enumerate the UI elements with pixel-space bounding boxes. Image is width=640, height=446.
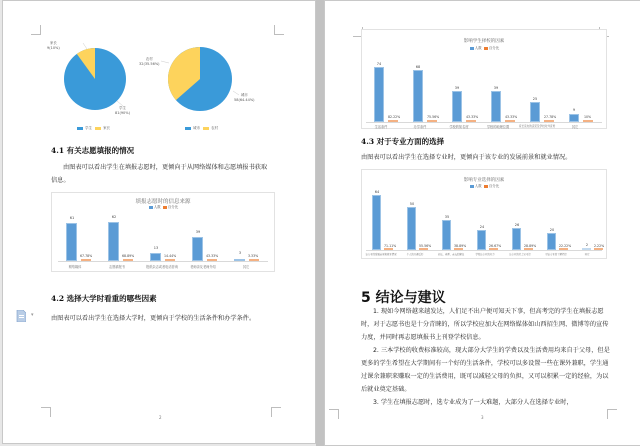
bar-percent xyxy=(489,248,498,250)
page-number: 3 xyxy=(481,415,484,420)
conclusion-item-1[interactable]: 1. 现如今网络越来越发达，人们足不出户便可知天下事，但高考完的学生在填报志愿时，对于志愿书也是十分青睐的，所以学校应加大在网络媒体如山西招生网、微博等的宣传力度，并同时再志愿填报书上刊登学校信息。 xyxy=(361,308,609,341)
bar-percent xyxy=(207,259,217,261)
page-2 xyxy=(2,0,316,444)
bar-percent xyxy=(384,248,393,250)
legend-rural: 农村 xyxy=(211,126,219,130)
category-label: 其它 xyxy=(242,265,250,269)
category-label: 家长、老师、亲友的建议 xyxy=(437,253,465,256)
crop-mark xyxy=(41,407,51,417)
bar-percent-label: 38.89% xyxy=(454,244,467,248)
bar-percent xyxy=(427,120,437,122)
category-label: 其它 xyxy=(584,253,590,256)
bar xyxy=(407,207,416,250)
conclusion-item-2[interactable]: 2. 三本学校的收费标准较高，现大部分大学生的学费以及生活费用均来自于父母，但是更多的学生希望在大学期间有一个好的生活条件，学校可以多设置一些在课外兼职，学生通过课余兼职来赚取一定的生活费用，既可以减轻父母的负担，又可以积累一定的经验，为以后就业奠定基础。 xyxy=(361,347,610,393)
bar xyxy=(413,70,423,122)
bar xyxy=(150,253,161,261)
pie-chart-graphic xyxy=(139,19,269,139)
conclusion-item-3[interactable]: 3. 学生在填报志愿时，选专业成为了一大难题，大部分人在选择专业时， xyxy=(373,399,573,406)
bar-percent xyxy=(505,120,515,122)
chart-legend xyxy=(362,184,606,189)
bar xyxy=(477,230,486,250)
bar-value: 20 xyxy=(549,228,555,232)
bar xyxy=(66,223,77,261)
crop-mark xyxy=(31,25,41,35)
bar-percent xyxy=(559,248,568,250)
bar-value: 24 xyxy=(479,225,485,229)
bar-percent-label: 14.44% xyxy=(164,254,177,258)
bar xyxy=(512,228,521,250)
chart-legend xyxy=(52,205,274,210)
bar-percent-label: 43.33% xyxy=(505,115,518,119)
bar xyxy=(569,114,579,122)
bar-chart-major-factors xyxy=(361,169,607,259)
bar-percent-label: 27.78% xyxy=(544,115,557,119)
bar-value: 2 xyxy=(585,243,589,247)
pie-value-parent: 9(10%) xyxy=(47,46,60,50)
bar-percent xyxy=(594,248,603,250)
paste-options-icon[interactable] xyxy=(16,310,26,322)
bar-value: 3 xyxy=(238,251,242,255)
legend-city: 城市 xyxy=(193,126,200,130)
category-label: 学校的地理位置 xyxy=(486,125,510,129)
section-paragraph-4-3[interactable]: 由图表可以看出学生在选择专业时，更倾向于该专业的发展前景和就业情况。 xyxy=(361,154,572,161)
bar-percent-label: 82.22% xyxy=(388,115,401,119)
bar-value: 39 xyxy=(493,86,499,90)
category-label: 学校的知名度 xyxy=(449,125,469,129)
category-label: 报纸杂志或者电话咨询 xyxy=(146,265,178,269)
pie-label-city: 城市 xyxy=(240,93,248,97)
bar xyxy=(374,67,384,122)
bar-percent-label: 71.11% xyxy=(384,244,397,248)
bar-percent xyxy=(81,259,91,261)
bar-value: 9 xyxy=(572,108,576,112)
paste-options-dropdown-icon[interactable]: ▾ xyxy=(31,312,34,318)
bar-chart-info-source xyxy=(51,192,275,272)
bar-percent-label: 67.78% xyxy=(80,254,93,258)
bar-percent xyxy=(165,259,175,261)
bar-value: 50 xyxy=(409,202,415,206)
pie-value-rural: 32(35.56%) xyxy=(139,62,160,66)
bar-percent xyxy=(524,248,533,250)
bar xyxy=(108,222,119,261)
bar-percent xyxy=(123,259,133,261)
bar-value: 62 xyxy=(111,215,117,219)
bar-value: 68 xyxy=(415,65,421,69)
bar-value: 35 xyxy=(444,215,450,219)
category-label: 网络媒体 xyxy=(68,265,82,269)
section-heading-4-2: 4.2 选择大学时看重的哪些因素 xyxy=(51,294,157,303)
bar-percent-label: 43.33% xyxy=(466,115,479,119)
category-label: 该专业的发展前景和就业情况 xyxy=(365,253,397,256)
bar xyxy=(491,91,501,122)
bar-value: 61 xyxy=(69,216,75,220)
legend-percent: 百分比 xyxy=(488,184,500,188)
category-label: 生活条件 xyxy=(374,125,388,129)
bar-percent-label: 28.89% xyxy=(524,244,537,248)
bar xyxy=(530,102,540,122)
pie-label-rural: 农村 xyxy=(145,57,153,61)
bar-value: 26 xyxy=(514,223,520,227)
bar-chart-school-factors xyxy=(361,29,607,129)
legend-percent: 百分比 xyxy=(488,46,500,50)
bar-percent-label: 55.56% xyxy=(419,244,432,248)
section-heading-4-1: 4.1 有关志愿填报的情况 xyxy=(51,146,135,155)
bar xyxy=(547,233,556,250)
pie-chart-city-rural xyxy=(139,19,269,139)
bar xyxy=(372,195,381,250)
page-3 xyxy=(324,0,640,446)
bar-percent xyxy=(544,120,554,122)
bar-value: 13 xyxy=(153,246,159,250)
section-paragraph-4-1[interactable]: 由图表可以看出学生在填报志愿时，更倾向于从网络媒体和志愿填报书获取信息。 xyxy=(51,164,268,184)
section-heading-4-3: 4.3 对于专业方面的选择 xyxy=(361,137,445,146)
pie-legend xyxy=(75,126,110,131)
legend-student: 学生 xyxy=(85,126,92,130)
category-label: 志愿填报书 xyxy=(109,265,125,269)
legend-count: 人数 xyxy=(474,184,482,188)
bar-percent xyxy=(466,120,476,122)
chart-title: 影响专业选择的因素 xyxy=(463,178,505,183)
bar xyxy=(192,237,203,261)
bar xyxy=(452,91,462,122)
bar-percent-label: 43.33% xyxy=(206,254,219,258)
bar-percent xyxy=(388,120,398,122)
bar-value: 64 xyxy=(374,190,380,194)
bar-value: 39 xyxy=(454,86,460,90)
bar xyxy=(442,220,451,250)
bar-percent-label: 26.67% xyxy=(489,244,502,248)
pie-label-parent: 家长 xyxy=(49,41,57,45)
bar-percent-label: 68.89% xyxy=(122,254,135,258)
crop-mark xyxy=(607,409,617,419)
bar-percent xyxy=(454,248,463,250)
category-label: 办学条件 xyxy=(413,125,427,129)
pie-label-student: 学生 xyxy=(118,106,126,110)
bar xyxy=(582,248,591,250)
bar-percent-label: 22.22% xyxy=(559,244,572,248)
chart-title: 影响学生择校的因素 xyxy=(463,39,505,44)
crop-mark xyxy=(329,409,339,419)
x-axis xyxy=(58,261,268,262)
category-label: 老师亲友老师介绍 xyxy=(190,265,216,269)
section-paragraph-4-2[interactable]: 由图表可以看出学生在选择大学时，更倾向于学校的生活条件和办学条件。 xyxy=(51,315,256,322)
category-label: 个人的兴趣爱好 xyxy=(406,253,424,256)
bar-value: 39 xyxy=(195,230,201,234)
crop-mark xyxy=(271,407,281,417)
page-gutter xyxy=(316,0,324,446)
bar-percent-label: 75.56% xyxy=(427,115,440,119)
bar xyxy=(234,259,245,261)
bar-percent-label: 10% xyxy=(584,115,592,119)
crop-mark xyxy=(274,25,284,35)
x-axis xyxy=(366,122,602,123)
bar-percent-label: 3.33% xyxy=(248,254,259,258)
legend-percent: 百分比 xyxy=(167,205,179,209)
bar-value: 74 xyxy=(376,62,382,66)
bar-value: 25 xyxy=(532,97,538,101)
section-heading-5: 5 结论与建议 xyxy=(361,290,446,306)
pie-legend xyxy=(183,126,218,131)
category-label: 该专业的社会认可度 xyxy=(509,253,531,256)
pie-value-student: 81(90%) xyxy=(115,111,130,115)
category-label: 学校该专业的实力 xyxy=(475,253,495,256)
page-number: 2 xyxy=(159,415,162,420)
legend-parent: 家长 xyxy=(103,126,111,130)
legend-count: 人数 xyxy=(474,46,482,50)
category-label: 其它 xyxy=(571,125,579,129)
category-label: 家长亲友的意见及学校对外宣传 xyxy=(518,125,556,128)
category-label: 对该专业的了解程度 xyxy=(545,253,567,256)
x-axis xyxy=(366,250,602,251)
bar-percent xyxy=(583,120,593,122)
bar-percent-label: 2.22% xyxy=(594,244,605,248)
bar-percent xyxy=(249,259,259,261)
chart-title: 填报志愿时的信息来源 xyxy=(135,199,191,205)
chart-legend xyxy=(362,46,606,51)
bar-percent xyxy=(419,248,428,250)
pie-value-city: 58(64.44%) xyxy=(234,98,255,102)
legend-count: 人数 xyxy=(153,205,161,209)
